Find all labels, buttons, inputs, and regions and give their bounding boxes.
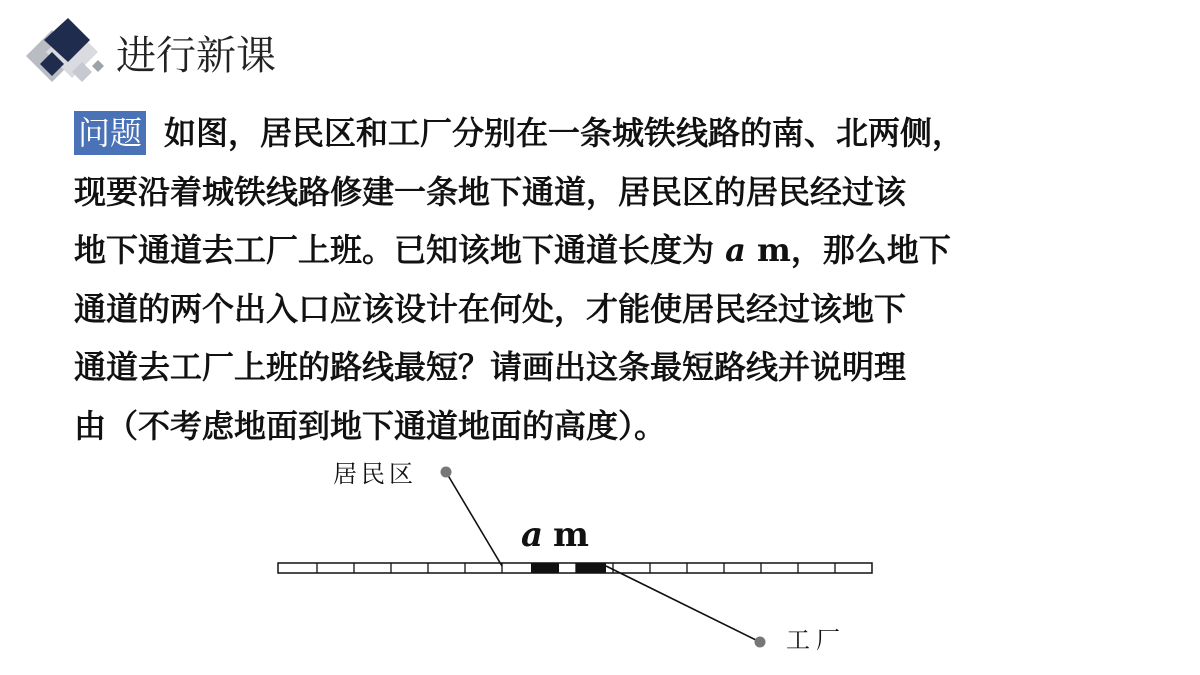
problem-line-5: 通道去工厂上班的路线最短？请画出这条最短路线并说明理 <box>74 348 907 387</box>
tunnel-length-label <box>521 515 589 555</box>
path-track-to-factory <box>606 566 760 642</box>
path-residential-to-track <box>446 472 502 566</box>
math-variable-a: a <box>725 231 746 270</box>
problem-line-6: 由（不考虑地面到地下通道地面的高度）。 <box>74 406 667 445</box>
railway-ties <box>317 563 835 573</box>
factory-point <box>755 637 766 648</box>
stacked-squares-logo-icon <box>22 18 104 92</box>
problem-line-3: 地下通道去工厂上班。已知该地下通道长度为 a m，那么地下 <box>74 231 951 270</box>
problem-line-4: 通道的两个出入口应该设计在何处，才能使居民经过该地下 <box>74 289 907 328</box>
problem-text <box>74 104 1164 456</box>
residential-label: 居民区 <box>333 460 417 488</box>
residential-point <box>441 467 452 478</box>
tunnel-segment-right <box>576 563 606 573</box>
tunnel-segment-left <box>531 563 559 573</box>
tunnel-length-var: a <box>521 515 544 555</box>
factory-label: 工厂 <box>786 626 846 654</box>
section-title: 进行新课 <box>116 33 276 79</box>
problem-tag-badge: 问题 <box>74 111 146 155</box>
problem-line-2: 现要沿着城铁线路修建一条地下通道，居民区的居民经过该 <box>74 172 907 211</box>
math-unit-m: m <box>745 231 791 270</box>
railway-track <box>278 563 872 573</box>
problem-line-1: 问题 如图，居民区和工厂分别在一条城铁线路的南、北两侧， <box>74 104 1164 163</box>
tunnel-length-unit: m <box>553 515 590 555</box>
